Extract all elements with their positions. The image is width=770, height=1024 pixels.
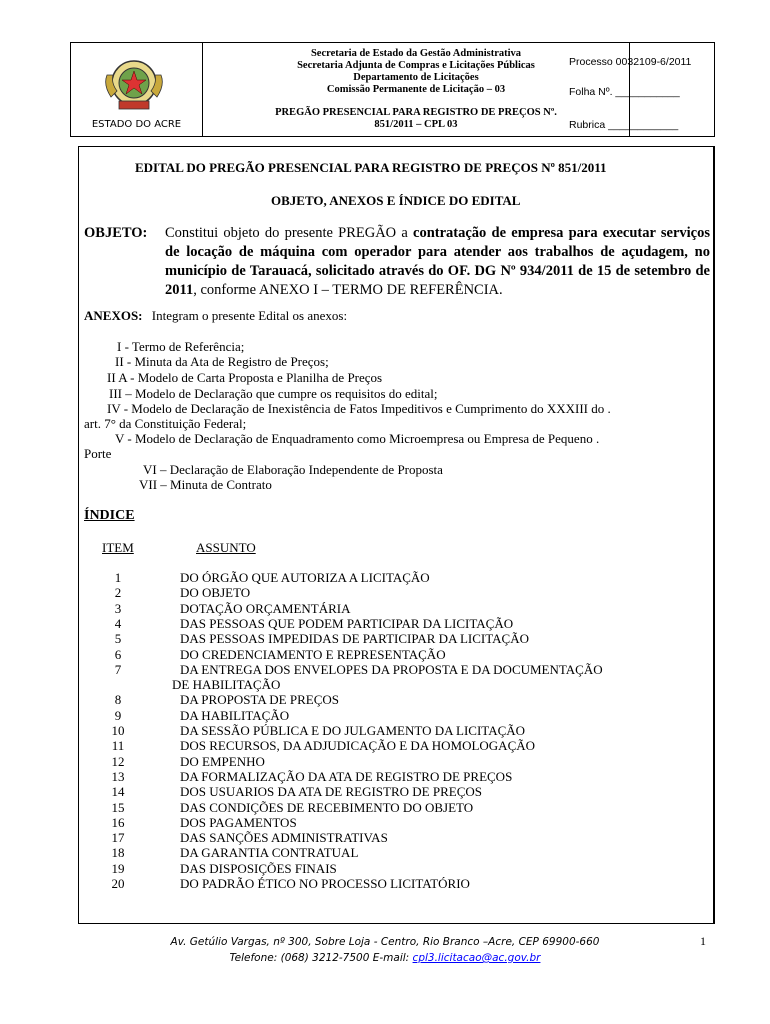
anexo-item: III – Modelo de Declaração que cumpre os requisitos do edital; [109,386,438,401]
indice-item-number: 8 [114,692,122,708]
indice-item-number: 10 [111,723,125,738]
indice-item-number: 15 [111,799,125,815]
footer-email-link[interactable]: cpl3.licitacao@ac.gov.br [412,952,541,964]
anexo-item: Porte [84,446,112,461]
indice-item-subject: DO EMPENHO [180,753,265,769]
indice-title: ÍNDICE [84,508,135,523]
indice-col-item: ITEM [102,540,134,555]
anexos-label: ANEXOS: [84,308,143,323]
pregao-line-2: 851/2011 – CPL 03 [374,119,458,130]
indice-item-number: 13 [111,768,125,784]
indice-item-subject: DAS DISPOSIÇÕES FINAIS [180,860,337,876]
folha-field: Folha Nº. ___________ [569,86,680,98]
indice-item-subject: DO PADRÃO ÉTICO NO PROCESSO LICITATÓRIO [180,876,470,891]
indice-item-number: 9 [114,707,122,723]
anexo-item: VII – Minuta de Contrato [139,477,272,492]
indice-item-number: 19 [111,860,125,876]
indice-item-number: 5 [114,631,122,647]
header-line-1: Secretaria de Estado da Gestão Administrativa [310,48,522,59]
indice-item-subject: DOS USUARIOS DA ATA DE REGISTRO DE PREÇOS [180,784,482,800]
anexo-item: IV - Modelo de Declaração de Inexistência de Fatos Impeditivos e Cumprimento do XXXIII do . [107,401,611,416]
indice-item-subject: DE HABILITAÇÃO [172,677,281,693]
indice-item-subject: DAS SANÇÕES ADMINISTRATIVAS [180,830,388,846]
indice-item-number: 2 [114,585,122,601]
indice-item-subject: DO CREDENCIAMENTO E REPRESENTAÇÃO [180,646,446,662]
objeto-text-bold: contratação de empresa para executar serviços de locação de máquina com operador para atender aos trabalhos de açudagem, no município de Tarauacá, solicitado através do OF. DG Nº 934/2011 de 15 de setembro de 2011 [165,225,711,298]
indice-item-subject: DA GARANTIA CONTRATUAL [180,845,359,861]
objeto-text-end: , conforme ANEXO I – TERMO DE REFERÊNCIA. [193,282,503,298]
edital-title: EDITAL DO PREGÃO PRESENCIAL PARA REGISTRO DE PREÇOS Nº 851/2011 [135,160,607,175]
indice-col-assunto: ASSUNTO [196,540,256,555]
document-header [70,42,715,137]
rubrica-field: Rubrica ____________ [569,119,679,131]
indice-item-number: 14 [111,784,125,800]
anexo-item: I - Termo de Referência; [117,339,245,354]
indice-item-subject: DOS PAGAMENTOS [180,814,297,830]
indice-item-subject: DA SESSÃO PÚBLICA E DO JULGAMENTO DA LICITAÇÃO [180,723,526,738]
indice-item-subject: DOS RECURSOS, DA ADJUDICAÇÃO E DA HOMOLOGAÇÃO [180,738,536,754]
indice-item-number: 20 [111,876,125,891]
indice-item-subject: DAS PESSOAS IMPEDIDAS DE PARTICIPAR DA LICITAÇÃO [180,631,530,647]
indice-item-number: 16 [111,814,125,830]
indice-item-number: 7 [114,661,122,677]
indice-item-number: 3 [114,600,122,616]
indice-item-subject: DA HABILITAÇÃO [180,707,290,723]
indice-item-subject: DA ENTREGA DOS ENVELOPES DA PROPOSTA E DA DOCUMENTAÇÃO [180,661,603,677]
indice-item-subject: DAS CONDIÇÕES DE RECEBIMENTO DO OBJETO [180,799,474,815]
header-logo-cell [71,43,203,136]
objeto-label: OBJETO: [84,225,148,241]
indice-item-number: 18 [111,845,125,861]
pregao-line-1: PREGÃO PRESENCIAL PARA REGISTRO DE PREÇOS Nº. [275,107,557,118]
anexos-heading [84,308,347,324]
edital-subtitle: OBJETO, ANEXOS E ÍNDICE DO EDITAL [271,193,521,208]
indice-item-subject: DA PROPOSTA DE PREÇOS [180,692,339,708]
header-line-4: Comissão Permanente de Licitação – 03 [326,84,506,95]
indice-item-number: 6 [114,646,122,662]
anexo-item: art. 7° da Constituição Federal; [84,416,247,431]
objeto-text-start: Constitui objeto do presente PREGÃO a [165,225,408,241]
footer-address: Av. Getúlio Vargas, nº 300, Sobre Loja - Centro, Rio Branco –Acre, CEP 69900-660 [170,936,600,948]
indice-item-number: 17 [111,830,125,846]
anexo-item: II - Minuta da Ata de Registro de Preços; [115,354,329,369]
indice-item-subject: DOTAÇÃO ORÇAMENTÁRIA [180,600,351,616]
processo-number: Processo 0032109-6/2011 [569,56,692,68]
anexo-item: VI – Declaração de Elaboração Independente de Proposta [143,462,443,477]
header-line-3: Departamento de Licitações [353,72,479,83]
indice-item-subject: DAS PESSOAS QUE PODEM PARTICIPAR DA LICITAÇÃO [180,615,514,631]
indice-item-number: 1 [114,570,122,585]
page-number: 1 [700,934,706,948]
indice-item-subject: DO OBJETO [180,585,251,601]
anexos-intro: Integram o presente Edital os anexos: [151,308,348,323]
indice-item-subject: DO ÓRGÃO QUE AUTORIZA A LICITAÇÃO [180,570,430,585]
header-line-2: Secretaria Adjunta de Compras e Licitações Públicas [297,60,535,71]
indice-item-number: 4 [114,615,122,631]
anexo-item: V - Modelo de Declaração de Enquadramento como Microempresa ou Empresa de Pequeno . [115,431,600,446]
indice-item-number: 12 [111,753,125,769]
anexo-item: II A - Modelo de Carta Proposta e Planilha de Preços [107,370,383,385]
objeto-text [165,224,710,300]
indice-item-number: 11 [111,738,125,754]
state-seal-icon [103,55,165,113]
indice-item-subject: DA FORMALIZAÇÃO DA ATA DE REGISTRO DE PREÇOS [180,768,513,784]
estado-label: ESTADO DO ACRE [91,119,182,130]
footer-contact [0,952,770,964]
footer-phone: Telefone: (068) 3212-7500 E-mail: [229,952,410,964]
